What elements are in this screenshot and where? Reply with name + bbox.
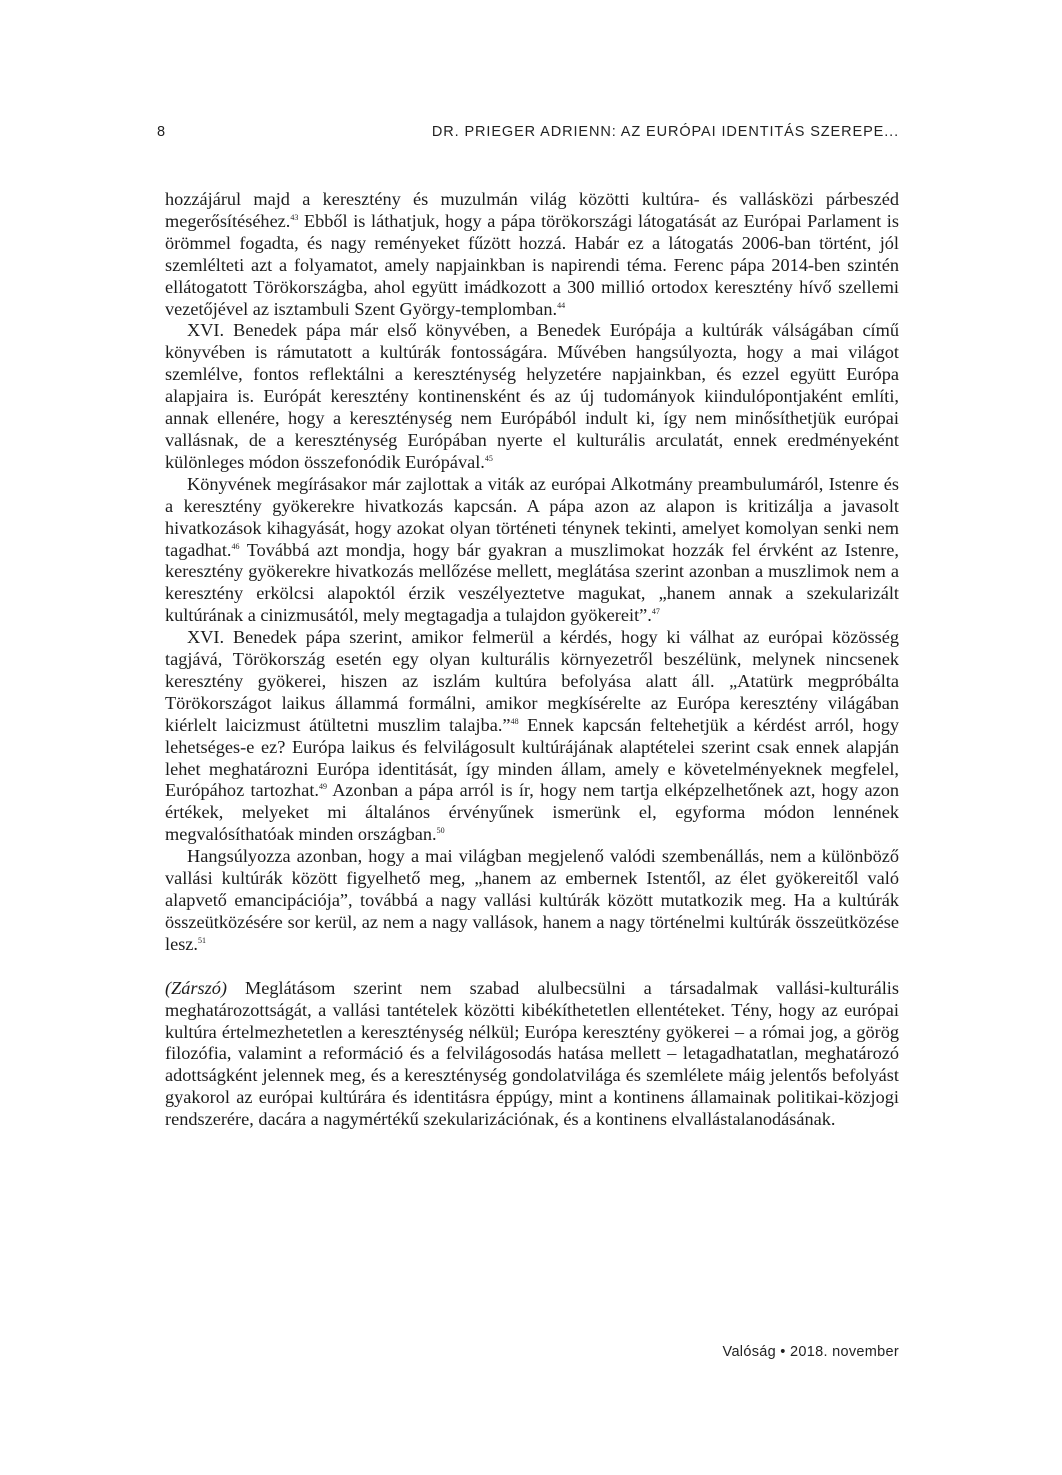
- paragraph-3: [165, 474, 899, 627]
- page-header: [157, 124, 899, 146]
- paragraph-4: [165, 627, 899, 846]
- article-body: [165, 189, 899, 1131]
- paragraph-text: hozzájárul majd a keresztény és muzulmán világ közötti kultúra- és vallásközi párbeszéd megerősítéséhez.: [165, 189, 899, 231]
- closing-label: (Zárszó): [165, 977, 227, 998]
- paragraph-5: [165, 846, 899, 956]
- paragraph-2: [165, 320, 899, 473]
- footnote-ref: 50: [436, 826, 445, 836]
- page-number: 8: [157, 124, 166, 140]
- paragraph-text: Ebből is láthatjuk, hogy a pápa törökországi látogatását az Európai Parlament is örömmel fogadta, és nagy reményeket fűzött hozzá. Habár ez a látogatás 2006-ban történt, jól szemlélteti azt a folyamatot, amely napjainkban is napirendi téma. Ferenc pápa 2014-ben szintén ellátogatott Törökországba, ahol együtt imádkozott a 300 millió ortodox keresztény hívő szellemi vezetőjével az isztambuli Szent György-templomban.: [165, 210, 899, 319]
- closing-paragraph: [165, 978, 899, 1131]
- paragraph-text: Ennek kapcsán feltehetjük a kérdést arról, hogy lehetséges-e ez? Európa laikus és felvilágosult kultúrájának alaptételei szerint csak ennek alapján lehet meghatározni Európa identitását, így minden állam, amely e követelményeknek megfelel, Európához tartozhat.: [165, 714, 900, 801]
- paragraph-1: [165, 189, 899, 320]
- closing-text: Meglátásom szerint nem szabad alulbecsülni a társadalmak vallási-kulturális meghatározottságát, a vallási tantételek közötti kibékíthetetlen ellentéteket. Tény, hogy az európai kultúra értelmezhetetlen a kereszténység nélkül; Európa keresztény gyökerei – a római jog, a görög filozófia, valamint a reformáció és a felvilágosodás hatása mellett – letagadhatatlan, meghatározó adottságként jelennek meg, és a kereszténység gondolatvilága és szemlélete máig jelentős befolyást gyakorol az európai kultúrára és identitásra éppúgy, mint a kontinens államainak politikai-közjogi rendszerére, dacára a nagymértékű szekularizációnak, és a kontinens elvallástalanodásának.: [165, 977, 899, 1130]
- footnote-ref: 43: [290, 212, 299, 222]
- paragraph-text: Továbbá azt mondja, hogy bár gyakran a muszlimokat hozzák fel érvként az Istenre, keresztény gyökerekre hivatkozás mellőzése mellett, meglátása szerint azonban a muszlimok nem a keresztény erkölcsi alapoktól érzik veszélyeztetve magukat, „hanem annak a szekularizált kultúrának a cinizmusától, mely megtagadja a tulajdon gyökereit”.: [165, 539, 899, 626]
- footnote-ref: 47: [651, 607, 660, 617]
- footnote-ref: 51: [198, 935, 206, 945]
- footnote-ref: 45: [484, 453, 493, 463]
- paragraph-text: XVI. Benedek pápa már első könyvében, a Benedek Európája a kultúrák válságában című könyvében is rámutatott a kultúrák fontosságára. Művében hangsúlyozta, hogy a mai világot szemlélve, fontos reflektálni a kereszténység helyzetére napjainkban, és ezzel együtt Európa alapjaira is. Európát keresztény kontinensként és az új tudományok kiindulópontjaként említi, annak ellenére, hogy a kereszténység nem Európából indult ki, így nem minősíthetjük európai vallásnak, de a kereszténység Európában nyerte el kulturális arculatát, ennek eredményeként különleges módon összefonódik Európával.: [165, 320, 899, 472]
- footnote-ref: 46: [231, 541, 240, 551]
- running-title: DR. PRIEGER ADRIENN: AZ EURÓPAI IDENTITÁS SZEREPE...: [431, 124, 899, 140]
- paragraph-text: XVI. Benedek pápa szerint, amikor felmerül a kérdés, hogy ki válhat az európai közösség tagjává, Törökország esetén egy olyan kulturális környezetről beszélünk, melynek nincsenek keresztény gyökerei, hiszen az iszlám kultúra befolyása alatt áll. „Atatürk megpróbálta Törökországot laikus állammá formálni, amikor megkísérelte az Európa keresztény világában kiérlelt laicizmust átültetni muszlim talajba.”: [165, 627, 899, 735]
- footnote-ref: 48: [510, 716, 519, 726]
- footnote-ref: 44: [557, 300, 566, 310]
- paragraph-text: Azonban a pápa arról is ír, hogy nem tartja elképzelhetőnek azt, hogy azon értékek, melyeket mi általános érvényűnek ismerünk el, egyforma módon lennének megvalósíthatóak minden országban.: [165, 780, 899, 845]
- footnote-ref: 49: [318, 782, 327, 792]
- page-footer: Valóság • 2018. november: [722, 1344, 899, 1360]
- paragraph-text: Hangsúlyozza azonban, hogy a mai világban megjelenő valódi szembenállás, nem a különböző vallási kultúrák között figyelhető meg, „hanem az embernek Istentől, az élet gyökereitől való alapvető emancipációja”, továbbá a nagy vallási kultúrák között mutatkozik meg. Ha a kultúrák összeütközésére sor kerül, az nem a nagy vallások, hanem a nagy történelmi kultúrák összeütközése lesz.: [165, 846, 899, 954]
- paragraph-text: Könyvének megírásakor már zajlottak a viták az európai Alkotmány preambulumáról, Istenre és a keresztény gyökerekre hivatkozás kapcsán. A pápa azon az alapon is kritizálja a javasolt hivatkozások kihagyását, hogy azokat olyan történeti ténynek tekinti, amelyet komolyan senki nem tagadhat.: [165, 473, 899, 560]
